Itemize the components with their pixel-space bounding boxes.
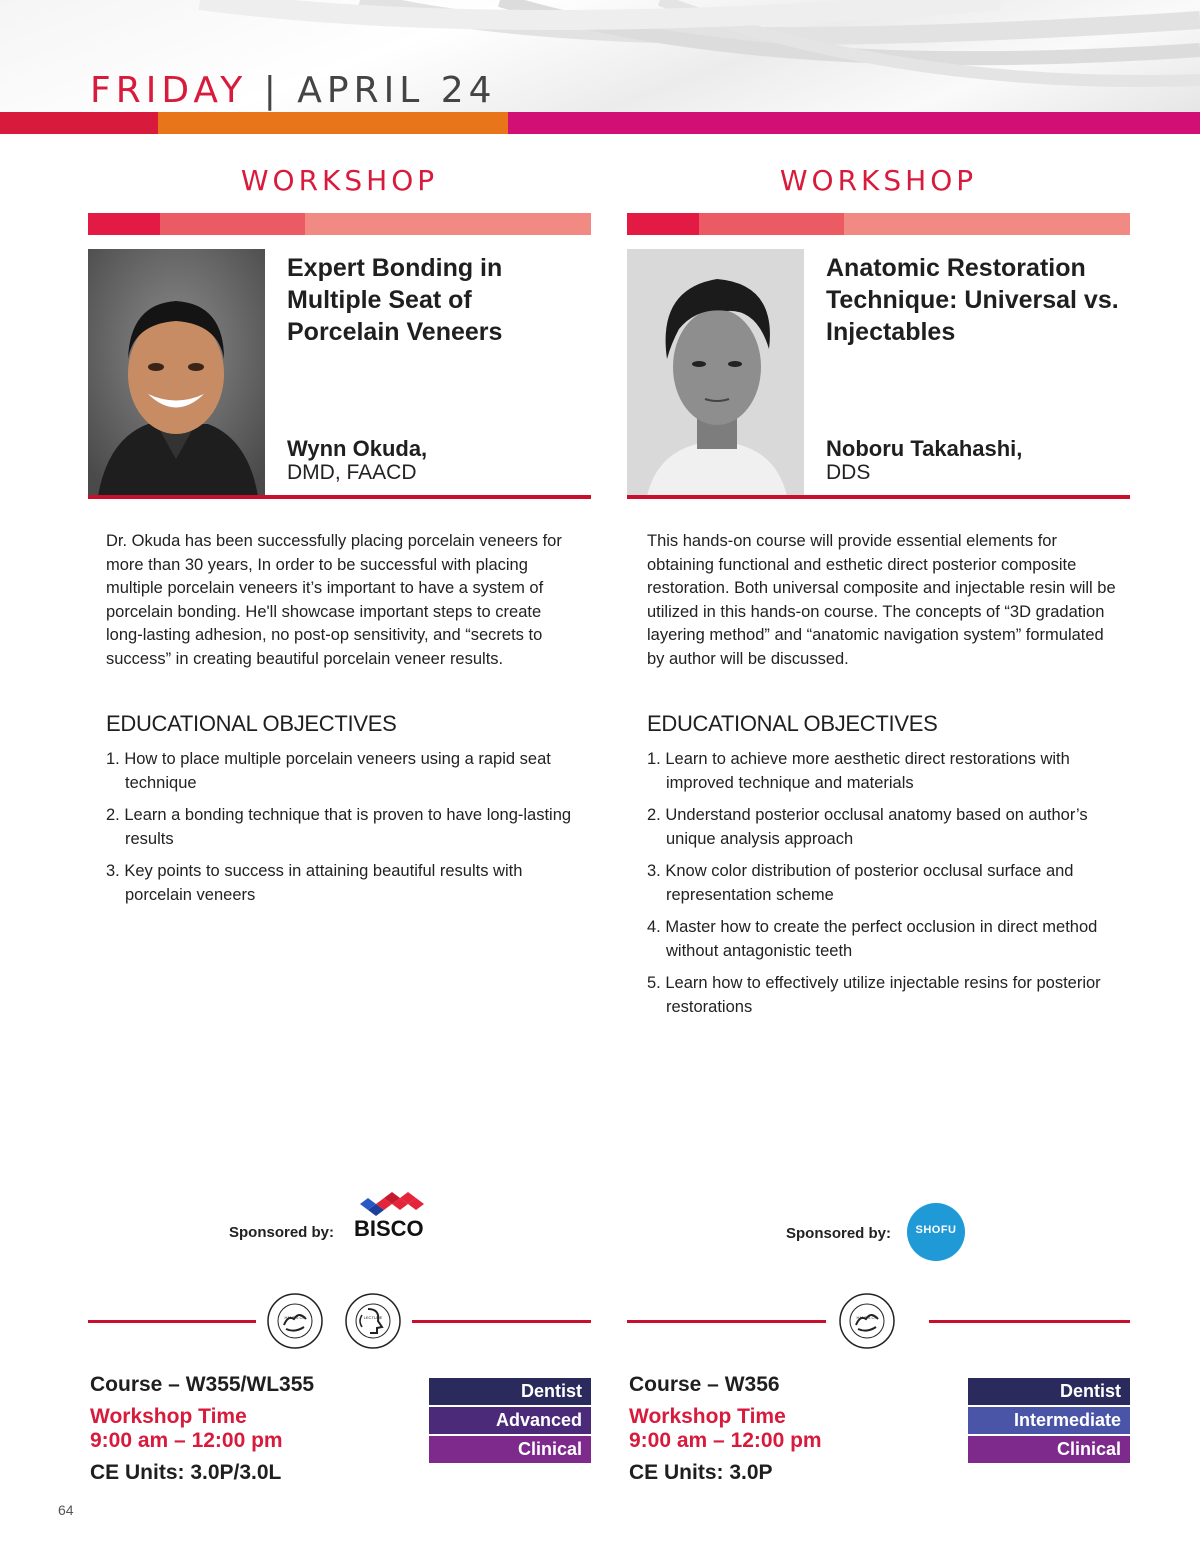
course-code: Course – W355/WL355 bbox=[90, 1373, 315, 1396]
sponsor-label: Sponsored by: bbox=[229, 1224, 335, 1241]
section-bar-segment bbox=[844, 213, 1130, 235]
section-bar-segment bbox=[160, 213, 305, 235]
bisco-logo bbox=[354, 1192, 436, 1242]
sponsor-name: BISCO bbox=[354, 1216, 424, 1241]
workshop-card-right bbox=[627, 0, 1130, 1553]
divider-rule bbox=[412, 1320, 591, 1323]
card-underline bbox=[88, 495, 591, 499]
objective-item: 1. How to place multiple porcelain veneers using a rapid seat technique bbox=[106, 750, 551, 792]
workshop-time bbox=[629, 1405, 822, 1453]
tag-level: Advanced bbox=[429, 1407, 591, 1434]
workshop-time bbox=[90, 1405, 283, 1453]
day-label: FRIDAY bbox=[90, 70, 248, 111]
title-separator: | bbox=[263, 70, 281, 111]
sponsor-name: SHOFU bbox=[915, 1224, 957, 1236]
workshop-time-label: Workshop Time bbox=[629, 1405, 786, 1428]
tag-type: Clinical bbox=[429, 1436, 591, 1463]
objective-item: 3. Key points to success in attaining beautiful results with porcelain veneers bbox=[106, 862, 523, 904]
badge-text: LECTURE bbox=[363, 1315, 383, 1320]
lecture-badge bbox=[344, 1287, 402, 1360]
tag-audience: Dentist bbox=[429, 1378, 591, 1405]
sponsor-label: Sponsored by: bbox=[786, 1225, 892, 1242]
objective-item: 2. Learn a bonding technique that is proven to have long-lasting results bbox=[106, 806, 572, 848]
workshop-time-value: 9:00 am – 12:00 pm bbox=[629, 1429, 822, 1452]
objective-item: 2. Understand posterior occlusal anatomy based on author’s unique analysis approach bbox=[647, 806, 1088, 848]
objectives-list bbox=[106, 748, 576, 916]
objectives-heading: EDUCATIONAL OBJECTIVES bbox=[106, 711, 397, 736]
tag-audience: Dentist bbox=[968, 1378, 1130, 1405]
tag-level: Intermediate bbox=[968, 1407, 1130, 1434]
card-underline bbox=[627, 495, 1130, 499]
divider-rule bbox=[929, 1320, 1130, 1323]
workshop-description: Dr. Okuda has been successfully placing porcelain veneers for more than 30 years, In order to be successful with placing multiple porcelain veneers it’s important to have a system of porcelain bonding. He'll showcase important steps to create long-lasting adhesion, no post-op sensitivity, and “secrets to success” in creating beautiful porcelain veneer results. bbox=[106, 532, 562, 668]
date-label: APRIL 24 bbox=[297, 70, 497, 111]
divider-rule bbox=[627, 1320, 826, 1323]
section-bar-segment bbox=[627, 213, 699, 235]
workshop-label: WORKSHOP bbox=[779, 164, 978, 197]
hands-on-badge bbox=[266, 1287, 324, 1360]
workshop-time-label: Workshop Time bbox=[90, 1405, 247, 1428]
workshop-card-left bbox=[88, 0, 591, 1553]
page-number: 64 bbox=[58, 1502, 74, 1518]
objective-item: 1. Learn to achieve more aesthetic direct restorations with improved technique and materials bbox=[647, 750, 1070, 792]
speaker-name: Wynn Okuda, bbox=[287, 436, 428, 461]
audience-tags bbox=[968, 1378, 1130, 1465]
course-code: Course – W356 bbox=[629, 1373, 780, 1396]
objective-item: 5. Learn how to effectively utilize injectable resins for posterior restorations bbox=[647, 974, 1101, 1016]
objective-item: 3. Know color distribution of posterior occlusal surface and representation scheme bbox=[647, 862, 1074, 904]
section-bar-segment bbox=[88, 213, 160, 235]
objective-item: 4. Master how to create the perfect occlusion in direct method without antagonistic teeth bbox=[647, 918, 1098, 960]
hands-on-badge bbox=[838, 1287, 896, 1360]
audience-tags bbox=[429, 1378, 591, 1465]
workshop-title: Anatomic Restoration Technique: Universal vs. Injectables bbox=[826, 254, 1119, 346]
divider-rule bbox=[88, 1320, 256, 1323]
speaker-photo bbox=[627, 249, 804, 496]
speaker-photo bbox=[88, 249, 265, 496]
ce-units: CE Units: 3.0P/3.0L bbox=[90, 1461, 282, 1484]
badge-text: HANDS ON bbox=[856, 1315, 878, 1320]
section-bar-segment bbox=[699, 213, 844, 235]
workshop-time-value: 9:00 am – 12:00 pm bbox=[90, 1429, 283, 1452]
workshop-title: Expert Bonding in Multiple Seat of Porcelain Veneers bbox=[287, 254, 503, 346]
objectives-heading: EDUCATIONAL OBJECTIVES bbox=[647, 711, 938, 736]
tag-type: Clinical bbox=[968, 1436, 1130, 1463]
section-bar-segment bbox=[305, 213, 591, 235]
speaker-name: Noboru Takahashi, bbox=[826, 436, 1023, 461]
workshop-description: This hands-on course will provide essential elements for obtaining functional and esthetic direct posterior composite restoration. Both universal composite and injectable resin will be utilized in this hands-on course. The concepts of “3D gradation layering method” and “anatomic navigation system” formulated by author will be discussed. bbox=[647, 532, 1116, 668]
workshop-label: WORKSHOP bbox=[240, 164, 439, 197]
ce-units: CE Units: 3.0P bbox=[629, 1461, 773, 1484]
badge-text: HANDS ON bbox=[284, 1315, 306, 1320]
shofu-logo bbox=[907, 1203, 965, 1261]
speaker-credentials: DMD, FAACD bbox=[287, 461, 417, 484]
objectives-list bbox=[647, 748, 1117, 1028]
speaker-credentials: DDS bbox=[826, 461, 871, 484]
